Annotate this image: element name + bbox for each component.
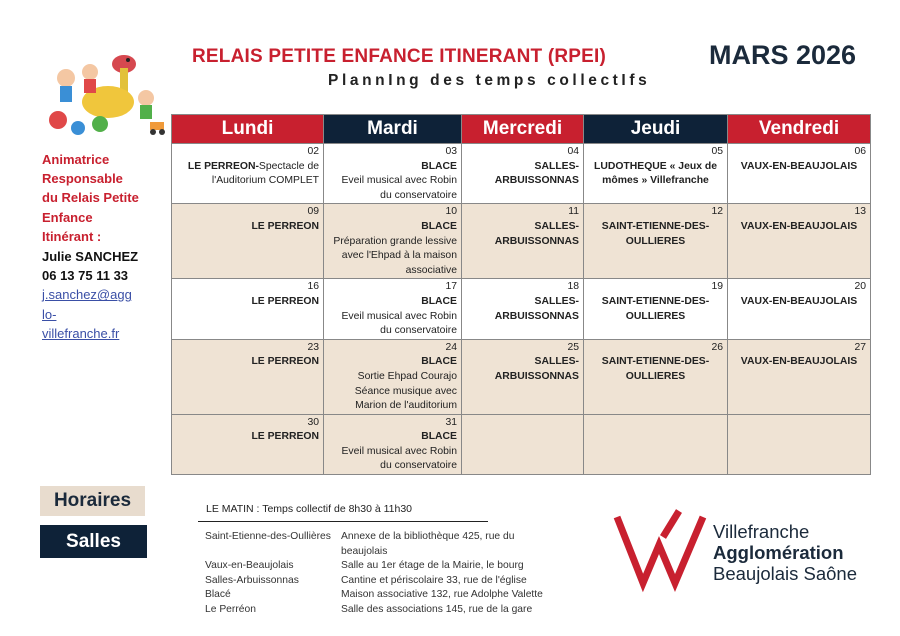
day-number: 26 <box>711 341 723 353</box>
room-place: Le Perréon <box>205 603 256 615</box>
room-place: Salles-Arbuissonnas <box>205 574 299 586</box>
logo-line-3: Beaujolais Saône <box>713 563 857 584</box>
horaires-label: Horaires <box>40 486 145 516</box>
day-cell <box>324 204 462 279</box>
day-activity: Spectacle de l'Auditorium COMPLET <box>211 160 319 187</box>
room-address: Salle des associations 145, rue de la gare <box>341 603 533 615</box>
day-cell-empty <box>462 414 584 474</box>
rooms-list <box>205 530 556 618</box>
day-header-mardi: Mardi <box>324 115 462 144</box>
day-number: 09 <box>307 206 319 218</box>
day-activity: Eveil musical avec Robin du conservatoire <box>341 445 457 472</box>
role-line: Itinérant : <box>42 228 102 244</box>
day-place-name: SAINT-ETIENNE-DES-OULLIERES <box>601 356 710 382</box>
day-activity: Eveil musical avec Robin du conservatoire <box>341 310 457 337</box>
day-place-name: BLACE <box>421 160 457 172</box>
day-cell <box>324 339 462 414</box>
day-cell <box>462 144 584 204</box>
email-line[interactable]: lo- <box>42 306 57 322</box>
contact-phone[interactable]: 06 13 75 11 33 <box>42 268 129 284</box>
day-cell <box>584 144 728 204</box>
room-place: Blacé <box>205 589 231 601</box>
room-row <box>205 603 556 618</box>
day-number: 24 <box>445 341 457 353</box>
day-number: 10 <box>445 206 457 218</box>
salles-label: Salles <box>40 525 147 558</box>
day-number: 12 <box>711 206 723 218</box>
day-place-name: SAINT-ETIENNE-DES-OULLIERES <box>601 220 710 247</box>
room-address: Maison associative 132, rue Adolphe Valette <box>341 589 543 601</box>
day-place-name: BLACE <box>421 220 457 232</box>
day-cell <box>172 279 324 339</box>
day-cell <box>172 204 324 279</box>
day-cell <box>584 279 728 339</box>
room-place: Saint-Etienne-des-Oullières <box>205 531 331 542</box>
day-number: 17 <box>445 281 457 293</box>
day-number: 18 <box>567 281 579 293</box>
day-header-lundi: Lundi <box>172 115 324 144</box>
day-number: 05 <box>711 146 723 157</box>
day-cell <box>172 414 324 474</box>
day-number: 02 <box>307 146 319 157</box>
day-place-name: BLACE <box>421 431 457 443</box>
logo-line-1: Villefranche <box>713 521 810 542</box>
children-giraffe-illustration <box>38 44 168 138</box>
day-cell <box>728 339 871 414</box>
day-cell <box>462 204 584 279</box>
day-place-name: VAUX-EN-BEAUJOLAIS <box>740 220 858 232</box>
day-cell <box>172 144 324 204</box>
day-number: 25 <box>567 341 579 353</box>
day-cell <box>172 339 324 414</box>
day-header-mercredi: Mercredi <box>462 115 584 144</box>
month-label: MARS 2026 <box>709 40 857 70</box>
day-cell <box>462 279 584 339</box>
room-row <box>205 530 556 559</box>
room-row <box>205 574 556 589</box>
day-place-name: LE PERREON <box>251 431 319 443</box>
day-cell-empty <box>728 414 871 474</box>
role-line: Animatrice <box>42 152 110 167</box>
logo-line-2: Agglomération <box>713 542 844 563</box>
day-cell <box>324 144 462 204</box>
day-place-name: SALLES-ARBUISSONNAS <box>494 220 579 247</box>
day-place-name: BLACE <box>421 356 457 368</box>
day-cell <box>584 204 728 279</box>
day-place-name: VAUX-EN-BEAUJOLAIS <box>740 160 858 172</box>
day-cell <box>324 414 462 474</box>
day-place-name: LE PERREON- <box>187 160 259 172</box>
contact-name: Julie SANCHEZ <box>42 249 139 265</box>
day-place-name: LUDOTHEQUE « Jeux de mômes » Villefranche <box>594 160 717 187</box>
day-number: 04 <box>567 146 579 157</box>
day-place-name: SALLES-ARBUISSONNAS <box>494 160 579 187</box>
day-place-name: VAUX-EN-BEAUJOLAIS <box>740 295 858 307</box>
room-row <box>205 588 556 603</box>
room-place: Vaux-en-Beaujolais <box>205 560 294 572</box>
day-cell <box>324 279 462 339</box>
day-place-name: LE PERREON <box>251 356 319 368</box>
room-address: Salle au 1er étage de la Mairie, le bourg <box>341 560 524 572</box>
day-place <box>188 161 319 187</box>
day-place-name: LE PERREON <box>251 220 319 232</box>
day-cell <box>462 339 584 414</box>
day-header-vendredi: Vendredi <box>728 115 871 144</box>
day-place-name: BLACE <box>421 295 457 307</box>
contact-email-link[interactable] <box>42 285 162 343</box>
day-cell <box>728 204 871 279</box>
day-cell <box>584 339 728 414</box>
day-cell <box>728 279 871 339</box>
day-number: 30 <box>307 416 319 428</box>
villefranche-logo-text <box>713 521 857 584</box>
room-row <box>205 559 556 574</box>
day-place-name: VAUX-EN-BEAUJOLAIS <box>740 356 858 368</box>
contact-block <box>42 150 162 343</box>
role-line: Enfance <box>42 209 93 225</box>
schedule-time: LE MATIN : Temps collectif de 8h30 à 11h30 <box>206 503 413 515</box>
day-number: 27 <box>854 341 866 353</box>
email-line[interactable]: j.sanchez@agg <box>42 287 132 303</box>
divider <box>198 521 488 522</box>
day-cell-empty <box>584 414 728 474</box>
day-place-name: SALLES-ARBUISSONNAS <box>494 356 579 382</box>
day-activity: Préparation grande lessive avec l'Ehpad à la maison associative <box>333 235 457 276</box>
day-place-name: LE PERREON <box>251 295 319 307</box>
day-number: 11 <box>568 206 579 218</box>
role-line: du Relais Petite <box>42 190 139 206</box>
day-place-name: SALLES-ARBUISSONNAS <box>494 295 579 322</box>
day-number: 06 <box>854 146 866 157</box>
day-number: 20 <box>854 281 866 293</box>
room-address: Annexe de la bibliothèque 425, rue du beaujolais <box>341 531 515 557</box>
day-activity: Sortie Ehpad Courajo Séance musique avec Marion de l'auditorium <box>354 370 457 412</box>
day-header-jeudi: Jeudi <box>584 115 728 144</box>
day-number: 03 <box>445 146 457 157</box>
role-line: Responsable <box>42 171 123 187</box>
day-place-name: SAINT-ETIENNE-DES-OULLIERES <box>601 295 710 322</box>
day-number: 16 <box>307 281 319 293</box>
page-title: RELAIS PETITE ENFANCE ITINERANT (RPEI) <box>192 46 607 67</box>
day-activity: Eveil musical avec Robin du conservatoire <box>341 175 457 201</box>
day-number: 13 <box>854 206 866 218</box>
day-number: 19 <box>711 281 723 293</box>
email-line[interactable]: villefranche.fr <box>42 325 120 341</box>
day-cell <box>728 144 871 204</box>
page-subtitle: PlannIng des temps collectIfs <box>328 72 651 89</box>
day-number: 23 <box>307 341 319 353</box>
calendar-table <box>171 114 871 475</box>
room-address: Cantine et périscolaire 33, rue de l'église <box>341 574 527 586</box>
day-number: 31 <box>445 416 457 428</box>
